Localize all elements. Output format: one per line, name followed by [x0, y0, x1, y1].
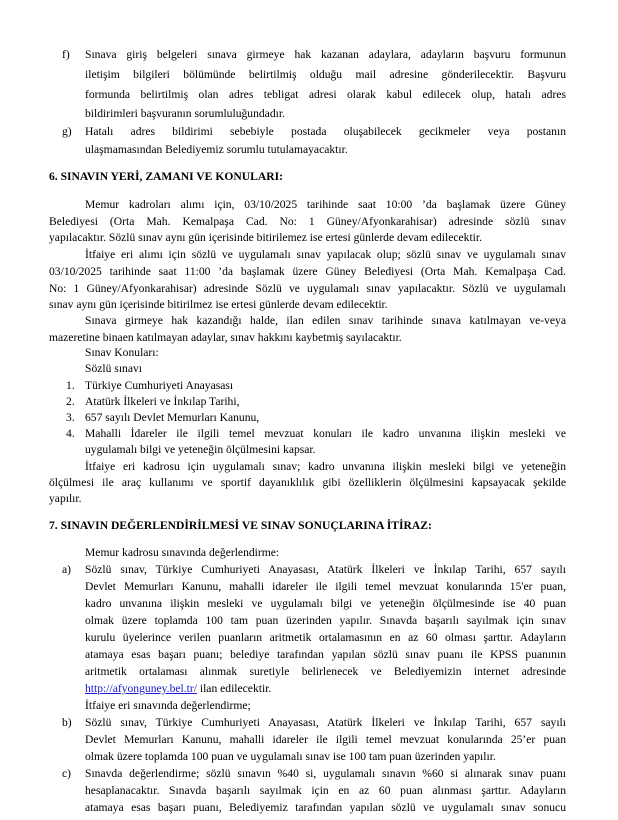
list-item-f-line-3: formunda belirtilmiş olan adres tebligat adresi olarak kabul edilecek olup, hatalı adres [85, 88, 566, 101]
oral-exam-label: Sözlü sınavı [85, 362, 143, 375]
item-a-line-2: Devlet Memurları Kanunu, mahalli idareler ile ilgili temel mevzuat konularında 15'er puan, [85, 580, 566, 593]
section-7-heading: 7. SINAVIN DEĞERLENDİRİLMESİ VE SINAV SONUÇLARINA İTİRAZ: [49, 519, 432, 532]
topic-item: Türkiye Cumhuriyeti Anayasası [85, 379, 234, 392]
item-c-line-2: hesaplanacaktır. Sınavda başarılı sayılmak için en az 60 puan alınması şarttır. Adayların [85, 784, 566, 797]
list-item-g-line-2: ulaşmamasından Belediyemiz sorumlu tutulamayacaktır. [85, 143, 348, 156]
list-marker-b: b) [62, 716, 72, 729]
section-6-p3-line-1: Sınava girmeye hak kazandığı halde, ilan edilen sınav tarihinde sınava katılmayan ve-veya [85, 314, 566, 327]
exam-topics-label: Sınav Konuları: [85, 346, 159, 359]
list-marker-g: g) [62, 125, 72, 138]
section-6-p4-line-2: ölçülmesi ile araç kullanımı ve sportif dayanıklılık gibi özelliklerin ölçülmesini kapsayacak şekilde [49, 476, 566, 489]
topic-number: 1. [66, 379, 75, 392]
topic-number: 2. [66, 395, 75, 408]
section-6-heading: 6. SINAVIN YERİ, ZAMANI VE KONULARI: [49, 170, 283, 183]
item-a-line-8 [85, 682, 271, 696]
item-a-line-5: kurulu üyelerince verilen puanların aritmetik ortalamasının en az 60 olması şarttır. Adayların [85, 631, 566, 644]
section-6-p4-line-3: yapılır. [49, 492, 82, 505]
item-a-line-3: kadro unvanına ilişkin mesleki ve uygulamalı bilgi ve yeteneğin ölçülmesinde ise 40 puan [85, 597, 566, 610]
section-6-p1-line-2: Belediyesi (Orta Mah. Kemalpaşa Cad. No: 1 Güney/Afyonkarahisar) adresinde sözlü sınav [49, 215, 566, 228]
item-b-line-3: olmak üzere toplamda 100 puan ve uygulamalı sınav ise 100 tam puan üzerinden yapılır. [85, 750, 496, 763]
item-b-line-2: Devlet Memurları Kanunu, mahalli idareler ile ilgili temel mevzuat konularında 25’er puan [85, 733, 566, 746]
list-marker-a: a) [62, 563, 72, 576]
section-6-p3-line-2: mazeretine binaen katılmayan adaylar, sınav hakkını kaybetmiş sayılacaktır. [49, 331, 402, 344]
list-marker-f: f) [62, 48, 70, 61]
topic-number: 4. [66, 427, 75, 440]
item-c-line-3: atamaya esas başarı puanı, Belediyemiz tarafından yapılan sözlü ve uygulamalı sınav sonucu [85, 801, 566, 814]
section-6-p2-line-1: İtfaiye eri alımı için sözlü ve uygulamalı sınav yapılacak olup; sözlü sınav ve uygulamalı sınav [85, 248, 566, 261]
topic-item: 657 sayılı Devlet Memurları Kanunu, [85, 411, 260, 424]
section-7-intro: Memur kadrosu sınavında değerlendirme: [85, 546, 280, 559]
list-item-f-line-1: Sınava giriş belgeleri sınava girmeye hak kazanan adaylara, adayların başvuru formunun [85, 48, 566, 61]
item-a-line-7: aritmetik ortalaması alınmak suretiyle belirlenecek ve Belediyemizin internet adresinde [85, 665, 566, 678]
section-6-p2-line-2: 03/10/2025 tarihinde saat 11:00 ’da başlamak üzere Güney Belediyesi (Orta Mah. Kemalpaşa Cad. [49, 265, 566, 278]
section-6-p2-line-4: sınav aynı gün içerisinde bitirilmez ise ertesi günlerde devam edilecektir. [49, 298, 388, 311]
list-marker-c: c) [62, 767, 72, 780]
list-item-g-line-1: Hatalı adres bildirimi sebebiyle postada oluşabilecek gecikmeler veya postanın [85, 125, 566, 138]
topic-item: Mahalli İdareler ile ilgili temel mevzuat konuları ile kadro unvanına ilişkin mesleki ve [85, 427, 566, 440]
section-6-p1-line-1: Memur kadroları alımı için, 03/10/2025 tarihinde saat 10:00 ’da başlamak üzere Güney [85, 198, 566, 211]
firefighter-evaluation-label: İtfaiye eri sınavında değerlendirme; [85, 699, 251, 712]
website-link[interactable]: http://afyonguney.bel.tr/ [85, 682, 197, 695]
section-6-p1-line-3: yapılacaktır. Sözlü sınav aynı gün içerisinde bitirilemez ise ertesi günlerde devam edilecektir. [49, 231, 483, 244]
item-a-line-4: olmak üzere toplamda 100 tam puan üzerinden yapılır. Sınavda başarılı sayılmak için sınav [85, 614, 566, 627]
topic-item-continued: uygulamalı bilgi ve yeteneğin ölçülmesini kapsar. [85, 443, 316, 456]
item-a-line-6: atamaya esas başarı puanı; belediye tarafından yapılan sözlü sınav puanı ile KPSS puanının [85, 648, 566, 661]
list-item-f-line-2: iletişim bilgileri bölümünde belirtilmiş olduğu mail adresine gönderilecektir. Başvuru [85, 68, 566, 81]
item-b-line-1: Sözlü sınav, Türkiye Cumhuriyeti Anayasası, Atatürk İlkeleri ve İnkılap Tarihi, 657 sayılı [85, 716, 566, 729]
item-c-line-1: Sınavda değerlendirme; sözlü sınavın %40 si, uygulamalı sınavın %60 si alınarak sınav puanı [85, 767, 566, 780]
item-a-line-1: Sözlü sınav, Türkiye Cumhuriyeti Anayasası, Atatürk İlkeleri ve İnkılap Tarihi, 657 sayılı [85, 563, 566, 576]
section-6-p2-line-3: No: 1 Güney/Afyonkarahisar) adresinde Sözlü ve uygulamalı sınav yapılacaktır. Sözlü ve uygulamalı [49, 282, 566, 295]
topic-item: Atatürk İlkeleri ve İnkılap Tarihi, [85, 395, 240, 408]
topic-number: 3. [66, 411, 75, 424]
list-item-f-line-4: bildirimleri başvuranın sorumluluğundadır. [85, 107, 285, 120]
section-6-p4-line-1: İtfaiye eri kadrosu için uygulamalı sınav; kadro unvanına ilişkin mesleki bilgi ve yeteneğin [85, 460, 566, 473]
announcement-text: ilan edilecektir. [196, 682, 272, 695]
